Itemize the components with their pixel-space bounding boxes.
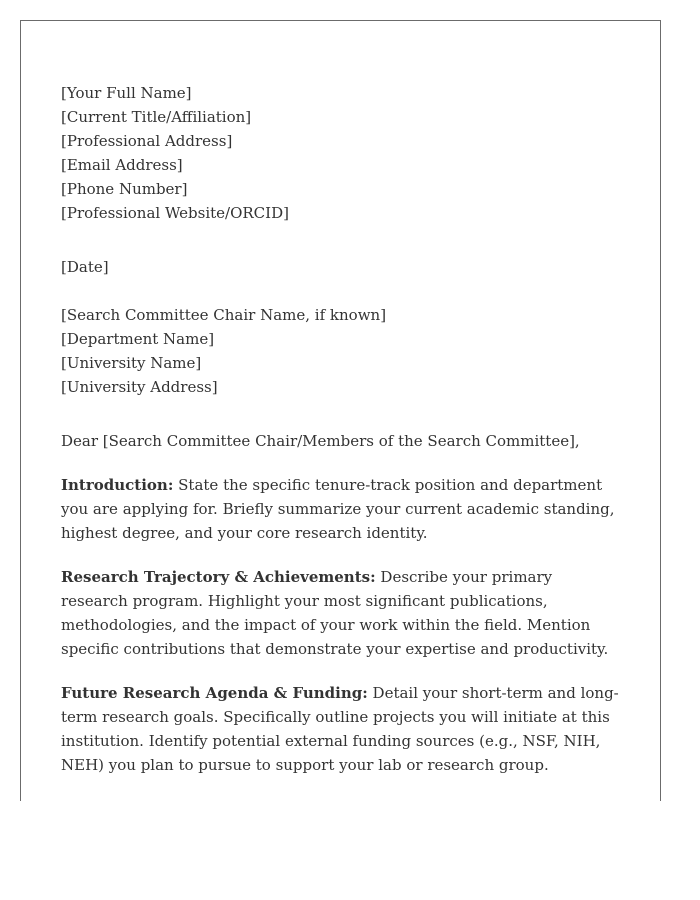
paragraph-label: Introduction: — [61, 476, 174, 494]
recipient-department: [Department Name] — [61, 330, 215, 348]
salutation: Dear [Search Committee Chair/Members of the Search Committee], — [61, 432, 580, 450]
paragraph-text: State the specific tenure-track position and department you are applying for. Briefly summarize your current academic standing, highest degree, and your core research identity. — [61, 476, 615, 542]
paragraph-research-trajectory — [61, 565, 621, 661]
paragraph-label: Research Trajectory & Achievements: — [61, 568, 376, 586]
paragraph-text: Detail your short-term and long-term research goals. Specifically outline projects you will initiate at this institution. Identify potential external funding sources (e.g., NSF, NIH, NEH) you plan to pursue to support your lab or research group. — [61, 684, 619, 774]
paragraph-future-agenda — [61, 681, 621, 777]
recipient-chair: [Search Committee Chair Name, if known] — [61, 306, 387, 324]
recipient-block — [61, 303, 621, 399]
letter-content — [61, 81, 621, 777]
paragraph-text: Describe your primary research program. Highlight your most significant publications, methodologies, and the impact of your work within the field. Mention specific contributions that demonstrate your expertise and productivity. — [61, 568, 609, 658]
sender-email: [Email Address] — [61, 156, 183, 174]
sender-phone: [Phone Number] — [61, 180, 188, 198]
sender-name: [Your Full Name] — [61, 84, 192, 102]
letter-date: [Date] — [61, 258, 109, 276]
letter-page — [20, 20, 661, 801]
recipient-address: [University Address] — [61, 378, 218, 396]
paragraph-introduction — [61, 473, 621, 545]
paragraph-label: Future Research Agenda & Funding: — [61, 684, 368, 702]
sender-block — [61, 81, 621, 225]
sender-address: [Professional Address] — [61, 132, 233, 150]
date-block — [61, 255, 621, 279]
recipient-university: [University Name] — [61, 354, 202, 372]
sender-website: [Professional Website/ORCID] — [61, 204, 289, 222]
sender-title: [Current Title/Affiliation] — [61, 108, 252, 126]
